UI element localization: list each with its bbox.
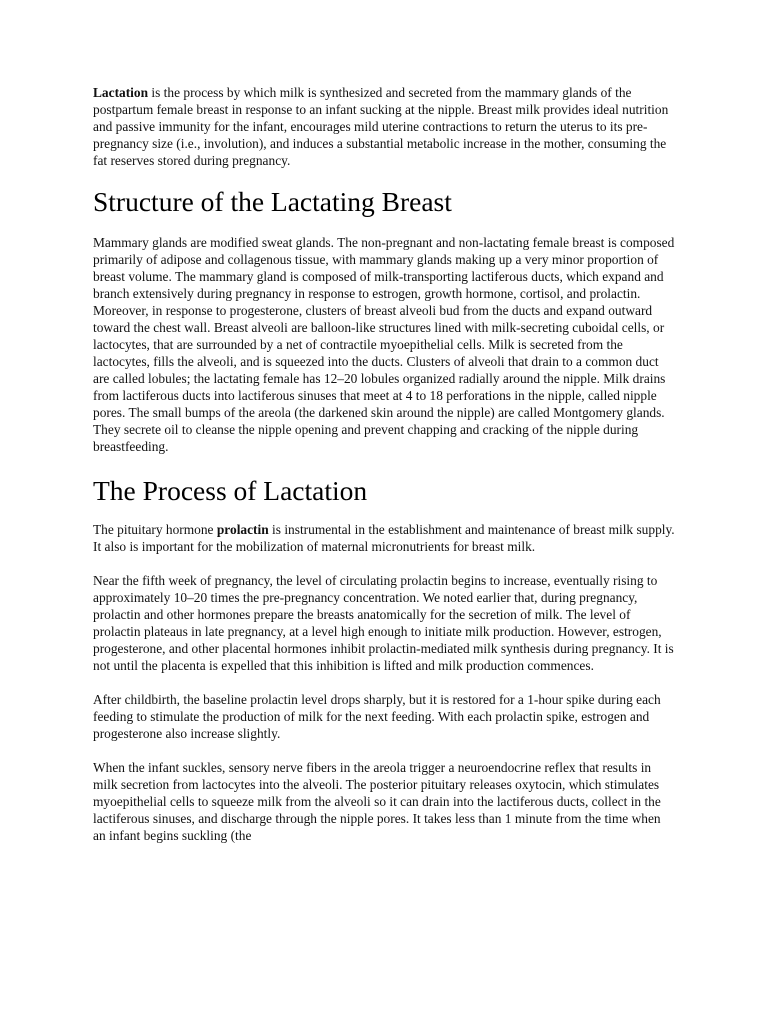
- intro-text: is the process by which milk is synthesized and secreted from the mammary glands of the postpartum female breast in response to an infant sucking at the nipple. Breast milk provides ideal nutrition and passive immunity for the infant, encourages mild uterine contractions to return the uterus to its pre-pregnancy size (i.e., involution), and induces a substantial metabolic increase in the mother, consuming the fat reserves stored during pregnancy.: [93, 85, 669, 168]
- prolactin-text-after: is instrumental in the establishment and maintenance of breast milk supply. It also is important for the mobilization of maternal micronutrients for breast milk.: [93, 522, 675, 554]
- intro-paragraph: [93, 84, 676, 169]
- childbirth-paragraph: After childbirth, the baseline prolactin level drops sharply, but it is restored for a 1-hour spike during each feeding to stimulate the production of milk for the next feeding. With each prolactin spike, estrogen and progesterone also increase slightly.: [93, 692, 661, 741]
- prolactin-text-before: The pituitary hormone: [93, 522, 217, 537]
- structure-paragraph: Mammary glands are modified sweat glands. The non-pregnant and non-lactating female breast is composed primarily of adipose and collagenous tissue, with mammary glands making up a very minor proportion of breast volume. The mammary gland is composed of milk-transporting lactiferous ducts, which expand and branch extensively during pregnancy in response to estrogen, growth hormone, cortisol, and prolactin. Moreover, in response to progesterone, clusters of breast alveoli bud from the ducts and expand outward toward the chest wall. Breast alveoli are balloon-like structures lined with milk-secreting cuboidal cells, or lactocytes, that are surrounded by a net of contractile myoepithelial cells. Milk is secreted from the lactocytes, fills the alveoli, and is squeezed into the ducts. Clusters of alveoli that drain to a common duct are called lobules; the lactating female has 12–20 lobules organized radially around the nipple. Milk drains from lactiferous ducts into lactiferous sinuses that meet at 4 to 18 perforations in the nipple, called nipple pores. The small bumps of the areola (the darkened skin around the nipple) are called Montgomery glands. They secrete oil to cleanse the nipple opening and prevent chapping and cracking of the nipple during breastfeeding.: [93, 235, 675, 454]
- prolactin-term: prolactin: [216, 522, 269, 537]
- pregnancy-prolactin-paragraph: Near the fifth week of pregnancy, the level of circulating prolactin begins to increase, eventually rising to approximately 10–20 times the pre-pregnancy concentration. We noted earlier that, during pregnancy, prolactin and other hormones prepare the breasts anatomically for the secretion of milk. The level of prolactin plateaus in late pregnancy, at a level high enough to initiate milk production. However, estrogen, progesterone, and other placental hormones inhibit prolactin-mediated milk synthesis during pregnancy. It is not until the placenta is expelled that this inhibition is lifted and milk production commences.: [93, 573, 674, 673]
- lactation-term: Lactation: [93, 85, 149, 100]
- suckling-paragraph: When the infant suckles, sensory nerve fibers in the areola trigger a neuroendocrine reflex that results in milk secretion from lactocytes into the alveoli. The posterior pituitary releases oxytocin, which stimulates myoepithelial cells to squeeze milk from the alveoli so it can drain into the lactiferous ducts, collect in the lactiferous sinuses, and discharge through the nipple pores. It takes less than 1 minute from the time when an infant begins suckling (the: [93, 760, 661, 843]
- structure-heading: Structure of the Lactating Breast: [93, 186, 452, 217]
- prolactin-paragraph: [93, 521, 676, 555]
- process-heading: The Process of Lactation: [93, 475, 368, 506]
